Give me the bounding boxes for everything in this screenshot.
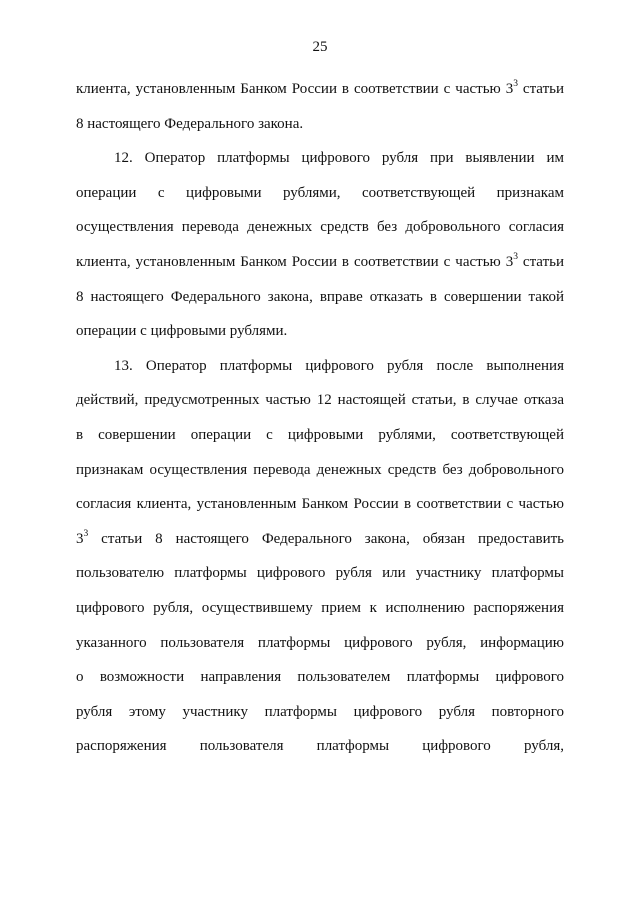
text-line: 8 настоящего Федерального закона, вправе отказать в совершении такой	[76, 288, 564, 305]
text-line: $3^3$ статьи 8 настоящего Федерального закона, обязан предоставить	[76, 528, 564, 547]
text-line: согласия клиента, установленным Банком России в соответствии с частью	[76, 496, 564, 513]
text-line: операции с цифровыми рублями, соответствующей признакам	[76, 184, 564, 201]
text-line: распоряжения пользователя платформы цифрового рубля,	[76, 738, 564, 755]
paragraph-13-start: 13. Оператор платформы цифрового рубля после выполнения	[114, 357, 564, 374]
superscript: 3	[513, 79, 518, 89]
text-line: клиента, установленным Банком России в соответствии с частью $3^3$ статьи	[76, 251, 564, 270]
text-line: признакам осуществления перевода денежных средств без добровольного	[76, 461, 564, 478]
page-number: 25	[312, 39, 328, 55]
text-line: указанного пользователя платформы цифрового рубля, информацию	[76, 634, 564, 651]
text-line: в совершении операции с цифровыми рублями, соответствующей	[76, 426, 564, 443]
text-line: операции с цифровыми рублями.	[76, 323, 288, 340]
text-line: осуществления перевода денежных средств без добровольного согласия	[76, 219, 564, 236]
text-line: клиента, установленным Банком России в соответствии с частью $3^3$ статьи	[76, 79, 564, 97]
paragraph-12-start: 12. Оператор платформы цифрового рубля при выявлении им	[114, 150, 564, 167]
text-line: о возможности направления пользователем платформы цифрового	[76, 669, 564, 686]
text-line: цифрового рубля, осуществившему прием к исполнению распоряжения	[76, 599, 564, 616]
superscript: 3	[83, 528, 89, 539]
text-line: пользователю платформы цифрового рубля или участнику платформы	[76, 565, 564, 582]
text-line: рубля этому участнику платформы цифрового рубля повторного	[76, 703, 564, 720]
text-line: действий, предусмотренных частью 12 настоящей статьи, в случае отказа	[76, 392, 564, 409]
text-line: 8 настоящего Федерального закона.	[76, 115, 304, 132]
superscript: 3	[513, 251, 518, 262]
document-body	[76, 72, 564, 764]
